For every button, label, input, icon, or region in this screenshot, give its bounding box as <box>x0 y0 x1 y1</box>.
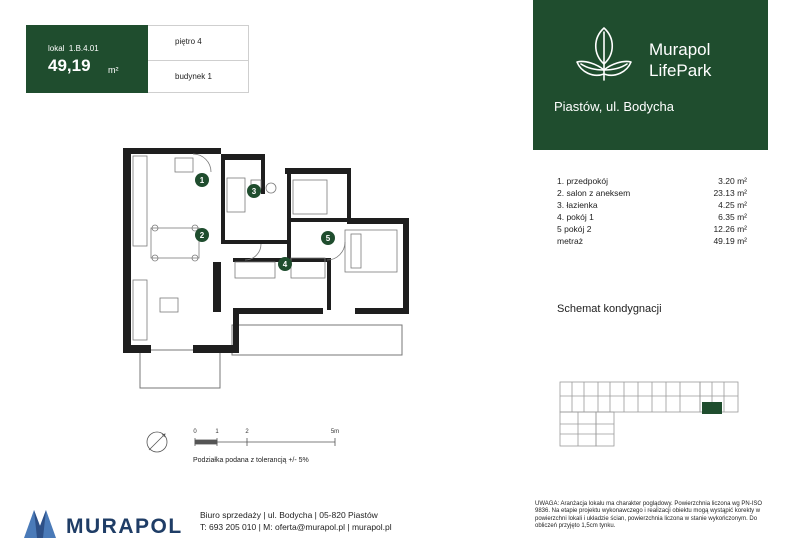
room-row: 4. pokój 1 6.35 m² <box>557 212 747 222</box>
room-marker-label: 1 <box>199 176 205 185</box>
brand-name: Murapol LifePark <box>649 40 712 80</box>
floor-plan <box>115 140 415 390</box>
sales-office-contact <box>200 509 392 533</box>
unit-details <box>148 25 249 93</box>
unit-area-unit: m² <box>108 65 119 75</box>
scale-tick-label: 0 <box>193 429 197 435</box>
room-marker-label: 4 <box>282 260 288 269</box>
room-row: 2. salon z aneksem 23.13 m² <box>557 188 747 198</box>
room-row: 5 pokój 2 12.26 m² <box>557 224 747 234</box>
room-total-row: metraż 49.19 m² <box>557 236 747 246</box>
scale-bar <box>140 422 360 457</box>
room-list <box>557 175 747 247</box>
murapol-wordmark: MURAPOL <box>66 515 183 538</box>
room-marker-label: 2 <box>199 231 205 240</box>
floor-schema-diagram <box>552 376 742 451</box>
building-label: budynek 1 <box>148 60 248 94</box>
unit-area: 49,19 <box>48 56 91 75</box>
room-row: 3. łazienka 4.25 m² <box>557 200 747 210</box>
unit-id: lokal 1.B.4.01 <box>48 44 99 53</box>
murapol-logo <box>24 508 194 540</box>
scale-tolerance-note: Podziałka podana z tolerancją +/- 5% <box>193 457 309 464</box>
floor-schema-title: Schemat kondygnacji <box>557 303 662 315</box>
leaf-logo-icon <box>573 24 635 86</box>
scale-tick-label: 2 <box>245 429 249 435</box>
murapol-mark-icon <box>24 510 56 538</box>
brand-panel <box>533 0 768 150</box>
sales-office-phone-email: T: 693 205 010 | M: oferta@murapol.pl | murapol.pl <box>200 522 392 532</box>
disclaimer-note: UWAGA: Aranżacja lokalu ma charakter poglądowy. Powierzchnia liczona wg PN-ISO 9836. Na etapie projektu wykonawczego i realizacji obiektu mogą wystąpić korekty w powierzchni lokali i układzie ścian, powierzchnia liczona w stanie wykończonym. Do obliczeń przyjęto 1,5cm tynku. <box>535 501 763 530</box>
project-address: Piastów, ul. Bodycha <box>554 99 674 114</box>
unit-summary-box <box>26 25 148 93</box>
sales-office-address: Biuro sprzedaży | ul. Bodycha | 05-820 Piastów <box>200 510 378 520</box>
floor-label: piętro 4 <box>175 37 202 46</box>
room-marker-label: 5 <box>325 234 331 243</box>
room-row: 1. przedpokój 3.20 m² <box>557 176 747 186</box>
room-marker-label: 3 <box>251 187 257 196</box>
scale-tick-label: 1 <box>215 429 219 435</box>
scale-tick-label: 5m <box>330 429 340 435</box>
compass-icon <box>147 432 167 452</box>
